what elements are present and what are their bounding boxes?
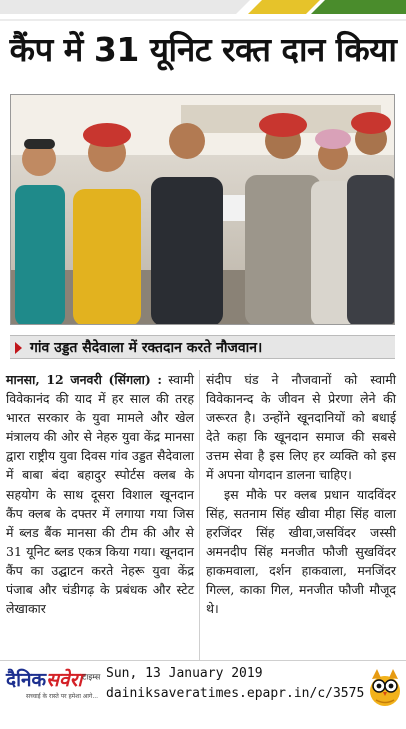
article-column-left: [6, 370, 194, 618]
epaper-url-link[interactable]: dainiksaveratimes.epapr.in/c/3575: [106, 686, 365, 701]
logo-word-times: टाइम्स: [82, 672, 101, 682]
news-photo-image: [11, 95, 395, 325]
edition-date: Sun, 13 January 2019: [106, 666, 263, 681]
article-column-right: [206, 370, 396, 618]
column-divider: [199, 370, 200, 660]
news-photo: [10, 94, 395, 325]
article-headline: कैंप में 31 यूनिट रक्त दान किया: [9, 30, 397, 69]
logo-word-savera: सवेरा: [46, 669, 83, 691]
article-paragraph-right-2: इस मौके पर क्लब प्रधान यादविंदर सिंह, सतनाम सिंह खीवा मीहा सिंह वाला हरजिंदर सिंह खीवा,जसविंदर जस्सी अमनदीप सिंह मनजीत फौजी सुखविंदर हाकमवाला, दर्शन हाकवाला, मनजिंदर गिल्ल, काका गिल, मनजीत फौजी मौजूद थे।: [206, 486, 396, 617]
article-dateline: मानसा, 12 जनवरी (सिंगला) :: [6, 372, 162, 387]
owl-mascot-icon: [368, 667, 402, 707]
caption-arrow-icon: [15, 342, 22, 354]
page-top-decoration: [0, 0, 406, 22]
newspaper-logo: [6, 666, 100, 692]
article-paragraph-right-1: संदीप घंड ने नौजवानों को स्वामी विवेकानन्द के जीवन से प्रेरणा लेने की जरूरत है। उन्होंने खूनदानियों को बधाई देते कहा कि खूनदान समाज की सबसे उत्तम सेवा है इस लिए हर व्यक्ति को इस में अपना योगदान डालना चाहिए।: [206, 372, 396, 483]
photo-caption: गांव उड्डत सैदेवाला में रक्तदान करते नौजवान।: [30, 340, 263, 356]
logo-word-dainik: दैनिक: [6, 669, 47, 691]
photo-caption-bar: [10, 335, 395, 359]
logo-tagline: सच्चाई के रास्ते पर हमेशा आगे...: [26, 693, 99, 700]
article-paragraph-left: [6, 370, 194, 618]
article-body-left: स्वामी विवेकानंद की याद में हर साल की तरह भारत सरकार के युवा मामले और खेल मंत्रालय की ओर से नेहरु युवा केंद्र मानसा द्वारा राष्ट्रीय युवा दिवस गांव उड्डत सैदेवाला में बाबा बंदा बहादुर स्पोर्टस क्लब के सहयोग के साथ दूसरा विशाल खूनदान कैंप क्लब के दफ्तर में लगाया गया जिस में ब्लड बैंक मानसा की टीम की और से 31 यूनिट ब्लड एकत्र किया गया। खूनदान कैंप का उद्घाटन करते नेहरू युवा केंद्र पंजाब और चंडीगढ़ के प्रबंधक और स्टेट लेखाकार: [6, 372, 194, 617]
epaper-footer: [0, 660, 406, 729]
